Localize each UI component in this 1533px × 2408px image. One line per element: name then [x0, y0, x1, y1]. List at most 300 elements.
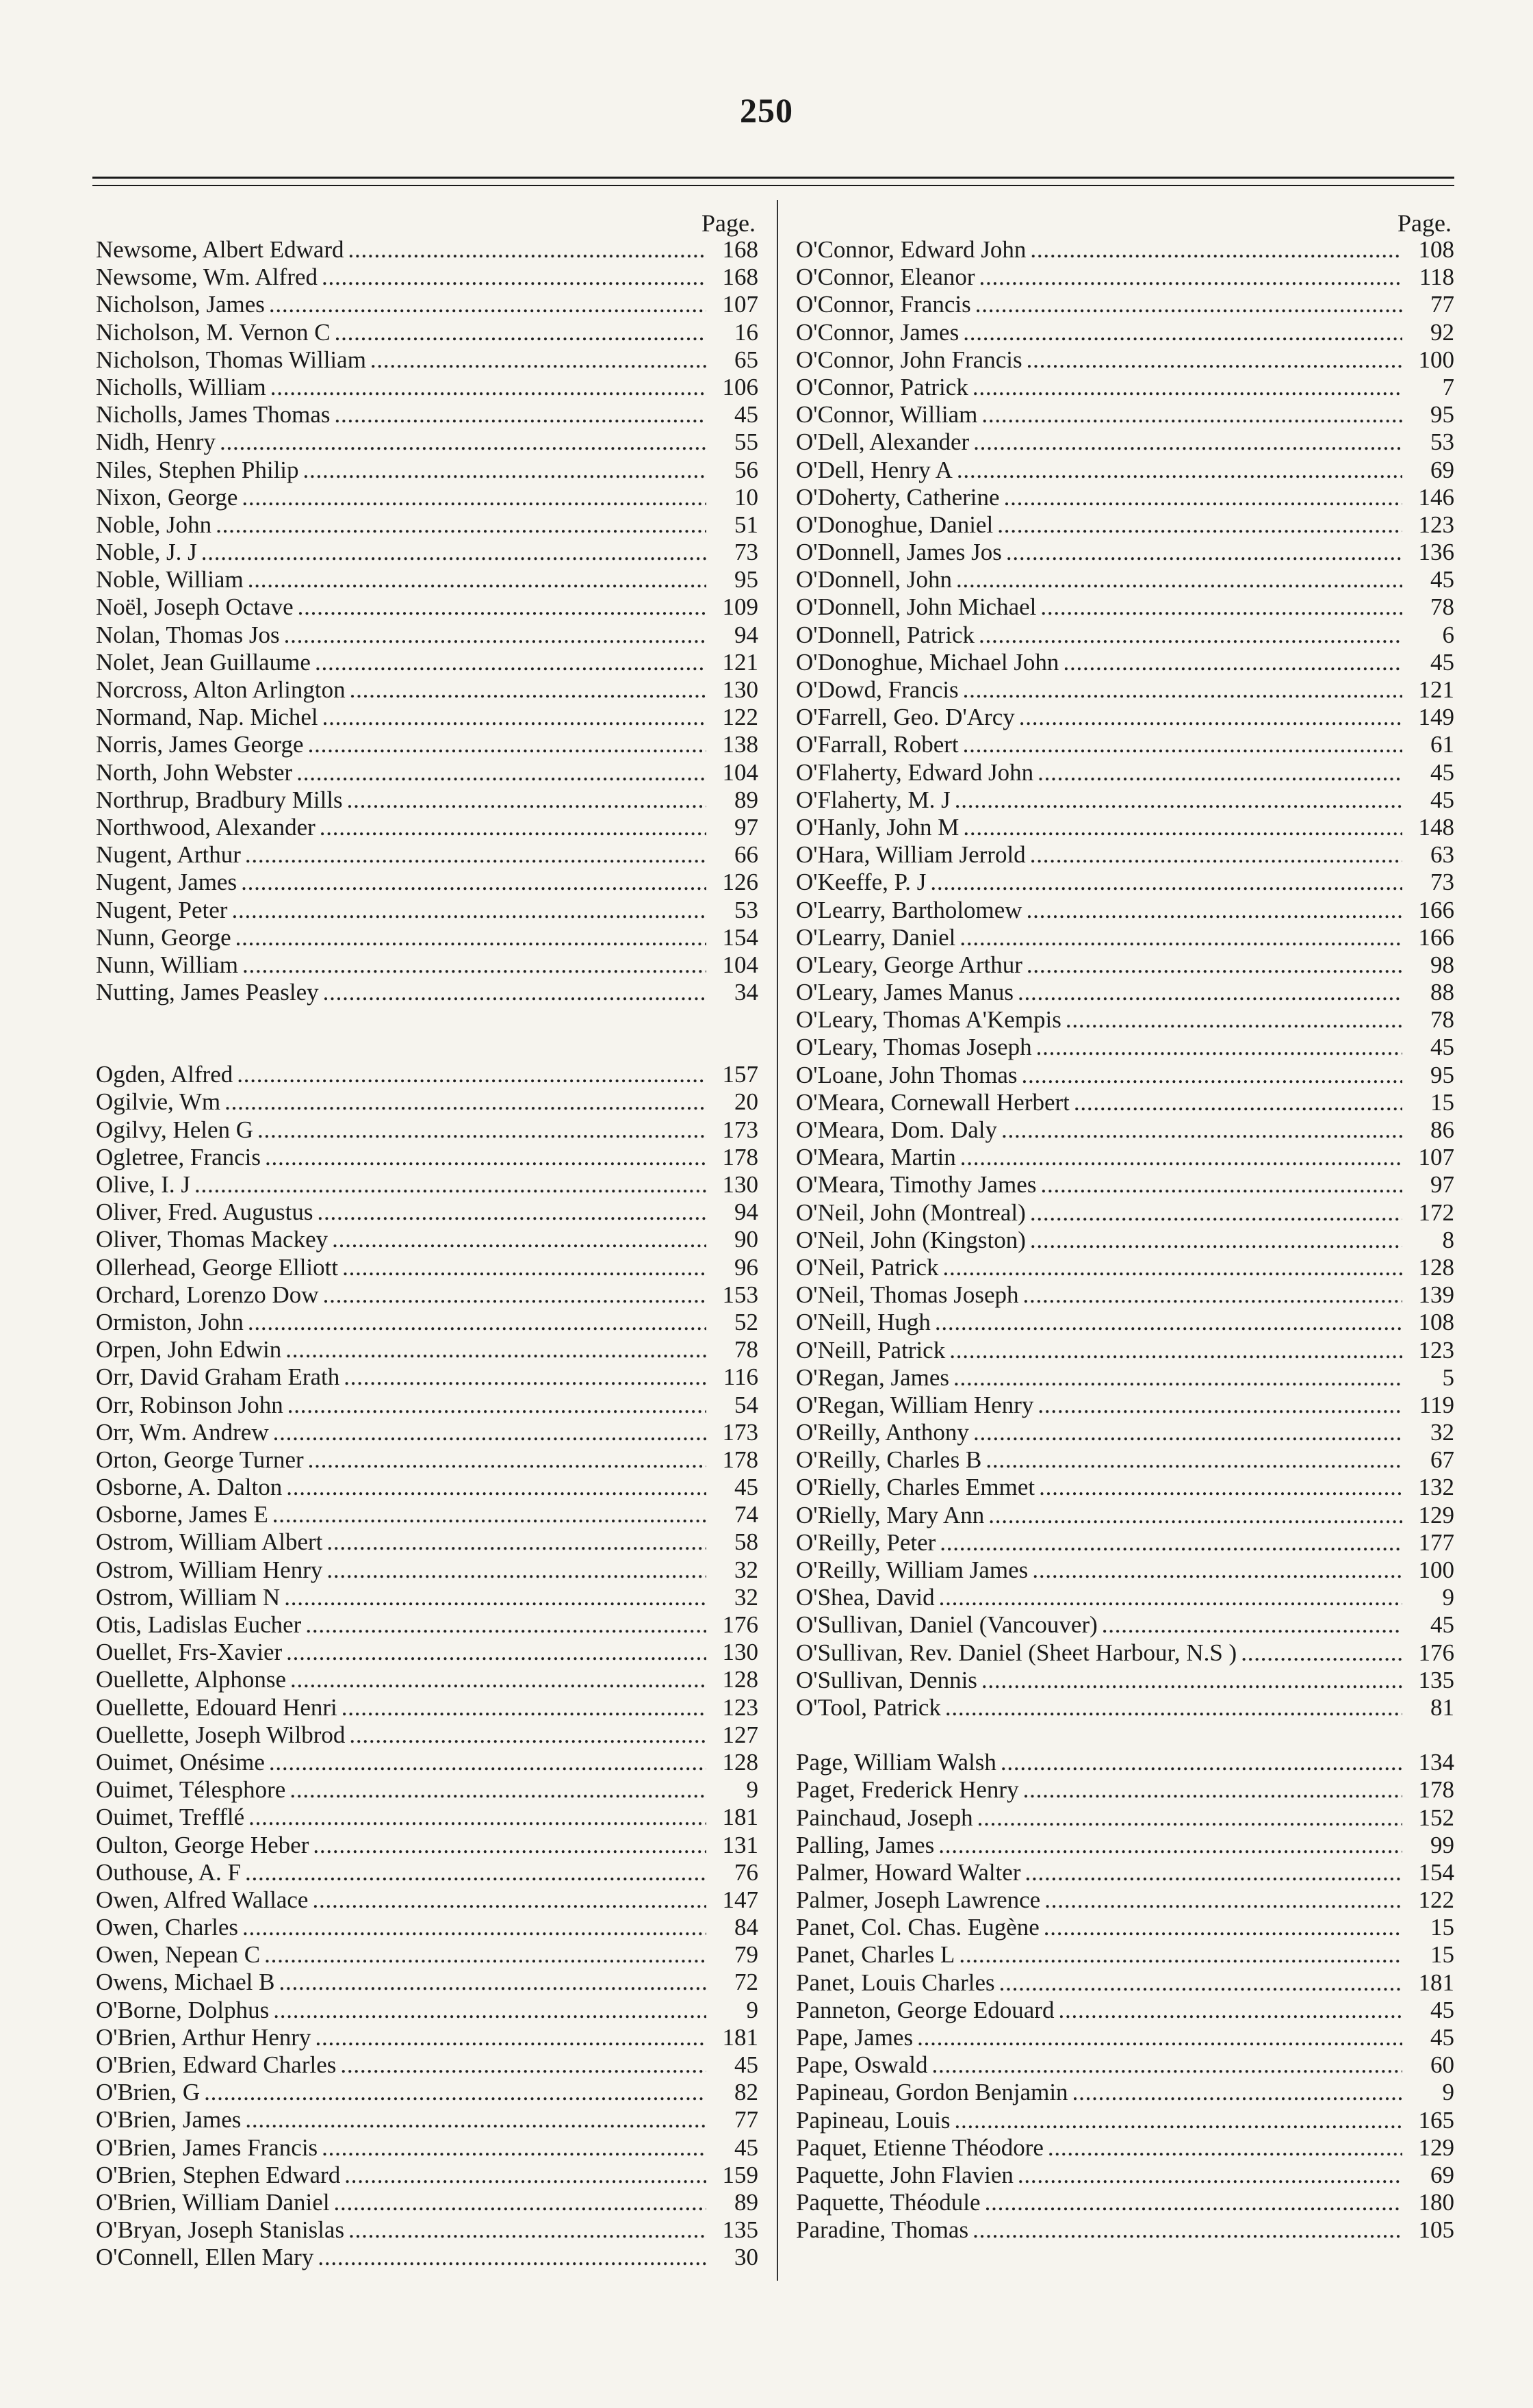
- column-header: Page.: [701, 209, 756, 237]
- entry-name: O'Connell, Ellen Mary: [96, 2244, 314, 2271]
- dot-leader: [322, 2134, 706, 2162]
- dot-leader: [940, 1529, 1402, 1557]
- dot-leader: [347, 786, 706, 814]
- dot-leader: [248, 1309, 706, 1336]
- entry-page: 157: [722, 1061, 758, 1088]
- entry-page: 90: [734, 1226, 758, 1253]
- entry-page: 45: [1430, 1611, 1454, 1639]
- entry-page: 126: [722, 869, 758, 896]
- entry-name: Ostrom, William N: [96, 1583, 281, 1611]
- entry-page: 95: [734, 566, 758, 593]
- entry-page: 130: [722, 1639, 758, 1666]
- dot-leader: [1032, 1557, 1402, 1584]
- index-entry: [796, 1529, 1454, 1557]
- index-entry: [96, 1941, 758, 1969]
- entry-page: 52: [734, 1308, 758, 1335]
- index-entry: [96, 1144, 758, 1171]
- dot-leader: [265, 1144, 706, 1171]
- index-entry: [796, 1144, 1454, 1171]
- entry-page: 89: [734, 786, 758, 813]
- entry-page: 45: [1430, 566, 1454, 593]
- entry-name: Pape, James: [796, 2024, 914, 2051]
- entry-name: Paget, Frederick Henry: [796, 1776, 1019, 1804]
- entry-name: O'Leary, Thomas Joseph: [796, 1034, 1032, 1061]
- index-entry: [96, 457, 758, 484]
- entry-page: 108: [1418, 1309, 1454, 1336]
- entry-name: Ogden, Alfred: [96, 1061, 233, 1088]
- entry-page: 15: [1430, 1941, 1454, 1969]
- entry-page: 20: [734, 1088, 758, 1116]
- index-entry: [796, 1089, 1454, 1116]
- entry-page: 128: [1418, 1253, 1454, 1281]
- entry-name: Orchard, Lorenzo Dow: [96, 1281, 319, 1308]
- index-entry: [796, 814, 1454, 841]
- dot-leader: [312, 1886, 706, 1914]
- index-entry: [96, 291, 758, 318]
- column-header: Page.: [1397, 209, 1452, 237]
- index-entry: [796, 786, 1454, 814]
- entry-page: 181: [722, 2023, 758, 2051]
- index-entry: [796, 622, 1454, 649]
- entry-name: O'Reilly, Charles B: [796, 1446, 982, 1474]
- dot-leader: [930, 869, 1402, 896]
- dot-leader: [348, 236, 706, 264]
- entry-name: Northrup, Bradbury Mills: [96, 786, 343, 813]
- index-entry: [796, 1667, 1454, 1694]
- dot-leader: [1030, 1199, 1402, 1227]
- entry-page: 154: [1418, 1858, 1454, 1886]
- entry-name: O'Farrall, Robert: [796, 731, 959, 758]
- index-entry: [796, 1804, 1454, 1832]
- index-entry: [96, 1392, 758, 1419]
- dot-leader: [953, 1364, 1402, 1392]
- dot-leader: [1018, 979, 1402, 1006]
- entry-name: Outhouse, A. F: [96, 1858, 241, 1886]
- index-entry: [96, 897, 758, 924]
- dot-leader: [963, 731, 1402, 758]
- entry-name: Owen, Charles: [96, 1914, 239, 1941]
- entry-name: Orr, Robinson John: [96, 1391, 283, 1418]
- index-entry: [96, 649, 758, 676]
- index-entry: [96, 264, 758, 291]
- entry-name: Ostrom, William Albert: [96, 1528, 323, 1556]
- entry-page: 78: [734, 1336, 758, 1363]
- dot-leader: [273, 1419, 706, 1446]
- entry-name: Nicholson, Thomas William: [96, 346, 366, 373]
- index-entry: [96, 2162, 758, 2189]
- index-entry: [796, 511, 1454, 539]
- dot-leader: [231, 897, 706, 924]
- index-entry: [796, 1309, 1454, 1336]
- entry-page: 121: [1418, 676, 1454, 703]
- entry-page: 81: [1430, 1693, 1454, 1721]
- index-entry: [96, 1226, 758, 1253]
- entry-page: 76: [734, 1858, 758, 1886]
- entry-name: O'Neil, John (Montreal): [796, 1199, 1026, 1226]
- entry-page: 45: [1430, 758, 1454, 786]
- entry-name: O'Learry, Bartholomew: [796, 896, 1022, 923]
- index-entry: [96, 2244, 758, 2271]
- entry-page: 181: [722, 1804, 758, 1831]
- dot-leader: [999, 1969, 1402, 1997]
- entry-page: 130: [722, 676, 758, 703]
- index-entry: [96, 1363, 758, 1391]
- entry-name: O'Donoghue, Michael John: [796, 648, 1059, 676]
- entry-name: Orr, Wm. Andrew: [96, 1418, 269, 1446]
- entry-name: O'Leary, Thomas A'Kempis: [796, 1006, 1061, 1034]
- dot-leader: [1001, 1749, 1402, 1776]
- entry-page: 9: [746, 1776, 758, 1804]
- entry-name: Osborne, James E: [96, 1501, 268, 1528]
- index-entry: [96, 1721, 758, 1749]
- entry-name: Nolet, Jean Guillaume: [96, 648, 311, 676]
- dot-leader: [318, 2244, 706, 2271]
- dot-leader: [204, 2079, 706, 2106]
- entry-page: 94: [734, 621, 758, 648]
- dot-leader: [1044, 1886, 1402, 1914]
- entry-name: Nunn, William: [96, 951, 238, 978]
- entry-page: 9: [746, 1996, 758, 2023]
- dot-leader: [335, 401, 706, 428]
- entry-name: Panet, Louis Charles: [796, 1969, 995, 1996]
- index-entry: [96, 2106, 758, 2134]
- entry-name: Nicholls, William: [96, 373, 266, 400]
- entry-name: Ogilvie, Wm: [96, 1088, 221, 1116]
- dot-leader: [1241, 1639, 1402, 1667]
- entry-name: Nunn, George: [96, 923, 231, 951]
- section-gap: [96, 1006, 758, 1061]
- dot-leader: [245, 2106, 706, 2134]
- dot-leader: [1027, 346, 1402, 374]
- entry-page: 15: [1430, 1088, 1454, 1116]
- index-entry: [96, 1666, 758, 1693]
- entry-name: Palling, James: [796, 1831, 935, 1858]
- entry-name: Painchaud, Joseph: [796, 1804, 973, 1831]
- entry-name: Orr, David Graham Erath: [96, 1363, 340, 1391]
- dot-leader: [977, 1804, 1402, 1832]
- dot-leader: [1066, 1006, 1402, 1034]
- index-entry: [796, 346, 1454, 374]
- entry-page: 178: [1418, 1776, 1454, 1804]
- entry-page: 32: [734, 1556, 758, 1583]
- dot-leader: [1074, 1089, 1402, 1116]
- dot-leader: [973, 1419, 1402, 1446]
- entry-name: O'Leary, James Manus: [796, 979, 1014, 1006]
- entry-page: 8: [1442, 1226, 1454, 1253]
- dot-leader: [320, 814, 706, 841]
- entry-page: 131: [722, 1831, 758, 1858]
- dot-leader: [979, 264, 1402, 291]
- dot-leader: [286, 1474, 706, 1501]
- entry-name: Paquet, Etienne Théodore: [796, 2134, 1044, 2161]
- dot-leader: [959, 924, 1402, 951]
- dot-leader: [997, 511, 1402, 539]
- entry-name: Northwood, Alexander: [96, 813, 315, 841]
- entry-name: Osborne, A. Dalton: [96, 1474, 283, 1501]
- index-entry: [96, 2024, 758, 2051]
- entry-page: 149: [1418, 704, 1454, 731]
- header-rule: [92, 177, 1454, 179]
- dot-leader: [269, 1749, 706, 1776]
- index-entry: [96, 593, 758, 621]
- entry-page: 129: [1418, 2134, 1454, 2161]
- entry-list: [96, 1061, 758, 2271]
- index-entry: [796, 924, 1454, 951]
- dot-leader: [326, 1528, 706, 1556]
- dot-leader: [317, 1199, 706, 1226]
- dot-leader: [289, 1776, 706, 1804]
- entry-name: Ouellet, Frs-Xavier: [96, 1639, 283, 1666]
- index-entry: [796, 979, 1454, 1006]
- index-entry: [796, 676, 1454, 704]
- dot-leader: [284, 1584, 706, 1611]
- index-entry: [796, 1116, 1454, 1144]
- index-entry: [796, 1776, 1454, 1804]
- dot-leader: [349, 1721, 706, 1749]
- index-entry: [796, 1914, 1454, 1941]
- index-entry: [96, 731, 758, 758]
- entry-page: 119: [1419, 1391, 1454, 1418]
- index-entry: [796, 1584, 1454, 1611]
- entry-page: 128: [722, 1666, 758, 1693]
- entry-name: Ostrom, William Henry: [96, 1556, 323, 1583]
- index-entry: [796, 319, 1454, 346]
- index-entry: [796, 1364, 1454, 1392]
- entry-page: 54: [734, 1391, 758, 1418]
- entry-page: 168: [722, 264, 758, 291]
- dot-leader: [917, 2024, 1402, 2051]
- entry-name: O'Connor, Eleanor: [796, 264, 975, 291]
- dot-leader: [248, 566, 706, 593]
- entry-name: Ouimet, Télesphore: [96, 1776, 286, 1804]
- entry-page: 6: [1442, 621, 1454, 648]
- dot-leader: [273, 1997, 706, 2024]
- entry-name: Orton, George Turner: [96, 1446, 304, 1473]
- entry-page: 15: [1430, 1914, 1454, 1941]
- entry-page: 172: [1418, 1199, 1454, 1226]
- entry-name: O'Brien, Stephen Edward: [96, 2161, 341, 2188]
- entry-name: Otis, Ladislas Eucher: [96, 1611, 302, 1638]
- entry-name: O'Connor, James: [796, 318, 959, 346]
- index-entry: [796, 374, 1454, 401]
- entry-page: 178: [722, 1143, 758, 1170]
- dot-leader: [242, 484, 706, 511]
- entry-name: Ouellette, Joseph Wilbrod: [96, 1721, 346, 1748]
- dot-leader: [348, 2216, 706, 2244]
- dot-leader: [963, 319, 1402, 346]
- dot-leader: [315, 649, 706, 676]
- entry-name: Pape, Oswald: [796, 2051, 928, 2079]
- index-entry: [96, 1914, 758, 1941]
- index-entry: [796, 1392, 1454, 1419]
- entry-page: 30: [734, 2244, 758, 2271]
- entry-page: 146: [1418, 483, 1454, 511]
- dot-leader: [308, 1446, 706, 1474]
- entry-page: 173: [722, 1418, 758, 1446]
- dot-leader: [290, 1666, 706, 1693]
- entry-page: 78: [1430, 1006, 1454, 1034]
- entry-page: 147: [722, 1886, 758, 1913]
- dot-leader: [342, 1254, 706, 1281]
- entry-name: Nicholson, M. Vernon C: [96, 318, 331, 346]
- entry-name: O'Donnell, John: [796, 566, 952, 593]
- index-entry: [796, 897, 1454, 924]
- entry-name: O'Keeffe, P. J: [796, 869, 927, 896]
- index-entry: [796, 759, 1454, 786]
- entry-page: 45: [1430, 1034, 1454, 1061]
- entry-page: 118: [1419, 264, 1454, 291]
- entry-page: 7: [1442, 373, 1454, 400]
- entry-name: Ogilvy, Helen G: [96, 1116, 254, 1143]
- index-entry: [796, 951, 1454, 979]
- entry-name: O'Shea, David: [796, 1584, 935, 1611]
- index-entry: [796, 593, 1454, 621]
- dot-leader: [342, 1694, 706, 1721]
- dot-leader: [985, 2189, 1402, 2216]
- index-entry: [96, 841, 758, 869]
- entry-name: Noël, Joseph Octave: [96, 593, 294, 621]
- entry-page: 100: [1418, 1557, 1454, 1583]
- entry-name: O'Hara, William Jerrold: [796, 841, 1026, 869]
- entry-name: Owen, Nepean C: [96, 1941, 261, 1969]
- entry-page: 107: [1418, 1144, 1454, 1171]
- entry-page: 60: [1430, 2051, 1454, 2079]
- entry-page: 5: [1442, 1363, 1454, 1391]
- index-entry: [96, 1446, 758, 1474]
- dot-leader: [201, 539, 706, 566]
- index-entry: [96, 1254, 758, 1281]
- dot-leader: [296, 759, 706, 786]
- dot-leader: [370, 346, 706, 374]
- dot-leader: [334, 2189, 706, 2216]
- entry-name: O'Reilly, Peter: [796, 1528, 936, 1556]
- header-rule-thin: [92, 185, 1454, 186]
- column-divider: [777, 200, 778, 2281]
- dot-leader: [305, 1611, 706, 1639]
- entry-page: 138: [722, 731, 758, 758]
- entry-name: Ormiston, John: [96, 1308, 244, 1335]
- index-entry: [796, 1446, 1454, 1474]
- entry-page: 176: [1418, 1639, 1454, 1666]
- index-entry: [96, 1749, 758, 1776]
- entry-page: 88: [1430, 979, 1454, 1006]
- entry-page: 128: [722, 1748, 758, 1776]
- index-entry: [96, 236, 758, 264]
- index-entry: [796, 649, 1454, 676]
- entry-name: O'Brien, James Francis: [96, 2134, 318, 2161]
- index-entry: [796, 401, 1454, 428]
- entry-page: 63: [1430, 841, 1454, 869]
- entry-name: O'Donnell, James Jos: [796, 539, 1002, 566]
- entry-page: 94: [734, 1199, 758, 1226]
- entry-name: Palmer, Joseph Lawrence: [796, 1886, 1041, 1914]
- dot-leader: [945, 1694, 1402, 1721]
- entry-page: 168: [722, 236, 758, 263]
- entry-page: 95: [1430, 1061, 1454, 1088]
- entry-name: Niles, Stephen Philip: [96, 456, 299, 483]
- index-entry: [96, 1061, 758, 1088]
- index-entry: [796, 2216, 1454, 2244]
- index-entry: [96, 1694, 758, 1721]
- index-entry: [96, 484, 758, 511]
- index-entry: [96, 1116, 758, 1144]
- index-entry: [796, 1694, 1454, 1721]
- entry-name: O'Connor, Francis: [796, 291, 971, 318]
- index-entry: [96, 1584, 758, 1611]
- index-entry: [796, 1254, 1454, 1281]
- entry-name: Ouimet, Onésime: [96, 1748, 265, 1776]
- entry-page: 74: [734, 1501, 758, 1528]
- dot-leader: [1102, 1611, 1402, 1639]
- dot-leader: [1072, 2079, 1402, 2106]
- entry-page: 95: [1430, 401, 1454, 428]
- entry-page: 100: [1418, 346, 1454, 373]
- dot-leader: [938, 1832, 1402, 1859]
- entry-name: O'Sullivan, Rev. Daniel (Sheet Harbour, N.S ): [796, 1639, 1237, 1666]
- index-entry: [796, 1227, 1454, 1254]
- index-entry: [796, 1474, 1454, 1501]
- dot-leader: [335, 319, 706, 346]
- index-entry: [96, 676, 758, 704]
- dot-leader: [241, 869, 706, 896]
- right-column: [796, 209, 1454, 2244]
- entry-page: 53: [1430, 428, 1454, 456]
- dot-leader: [949, 1337, 1402, 1364]
- index-entry: [796, 539, 1454, 566]
- entry-name: O'Brien, Edward Charles: [96, 2051, 337, 2078]
- entry-page: 148: [1418, 813, 1454, 841]
- entry-name: O'Connor, William: [796, 401, 978, 428]
- entry-name: O'Brien, James: [96, 2106, 242, 2134]
- entry-page: 97: [734, 813, 758, 841]
- entry-page: 106: [722, 373, 758, 400]
- index-entry: [796, 1886, 1454, 1914]
- dot-leader: [245, 841, 706, 869]
- entry-page: 123: [1418, 1336, 1454, 1363]
- dot-leader: [323, 1281, 706, 1309]
- dot-leader: [1030, 1227, 1402, 1254]
- entry-name: O'Neill, Hugh: [796, 1309, 931, 1336]
- entry-page: 10: [734, 483, 758, 511]
- index-entry: [796, 1199, 1454, 1227]
- dot-leader: [216, 511, 706, 539]
- dot-leader: [303, 457, 706, 484]
- dot-leader: [237, 1061, 706, 1088]
- entry-name: Olive, I. J: [96, 1171, 191, 1198]
- entry-page: 105: [1418, 2216, 1454, 2244]
- dot-leader: [1058, 1997, 1402, 2024]
- index-entry: [96, 1639, 758, 1666]
- entry-page: 173: [722, 1116, 758, 1143]
- entry-page: 77: [1430, 291, 1454, 318]
- entry-name: Noble, John: [96, 511, 212, 538]
- entry-name: Orpen, John Edwin: [96, 1336, 282, 1363]
- entry-page: 45: [1430, 1996, 1454, 2023]
- index-entry: [796, 869, 1454, 896]
- entry-name: Owen, Alfred Wallace: [96, 1886, 309, 1913]
- dot-leader: [1006, 539, 1402, 566]
- entry-page: 55: [734, 428, 758, 456]
- entry-page: 84: [734, 1914, 758, 1941]
- index-entry: [796, 2024, 1454, 2051]
- dot-leader: [963, 814, 1402, 841]
- index-entry: [96, 428, 758, 456]
- index-entry: [96, 924, 758, 951]
- entry-page: 108: [1418, 236, 1454, 263]
- entry-page: 66: [734, 841, 758, 869]
- index-entry: [96, 1859, 758, 1886]
- index-entry: [96, 814, 758, 841]
